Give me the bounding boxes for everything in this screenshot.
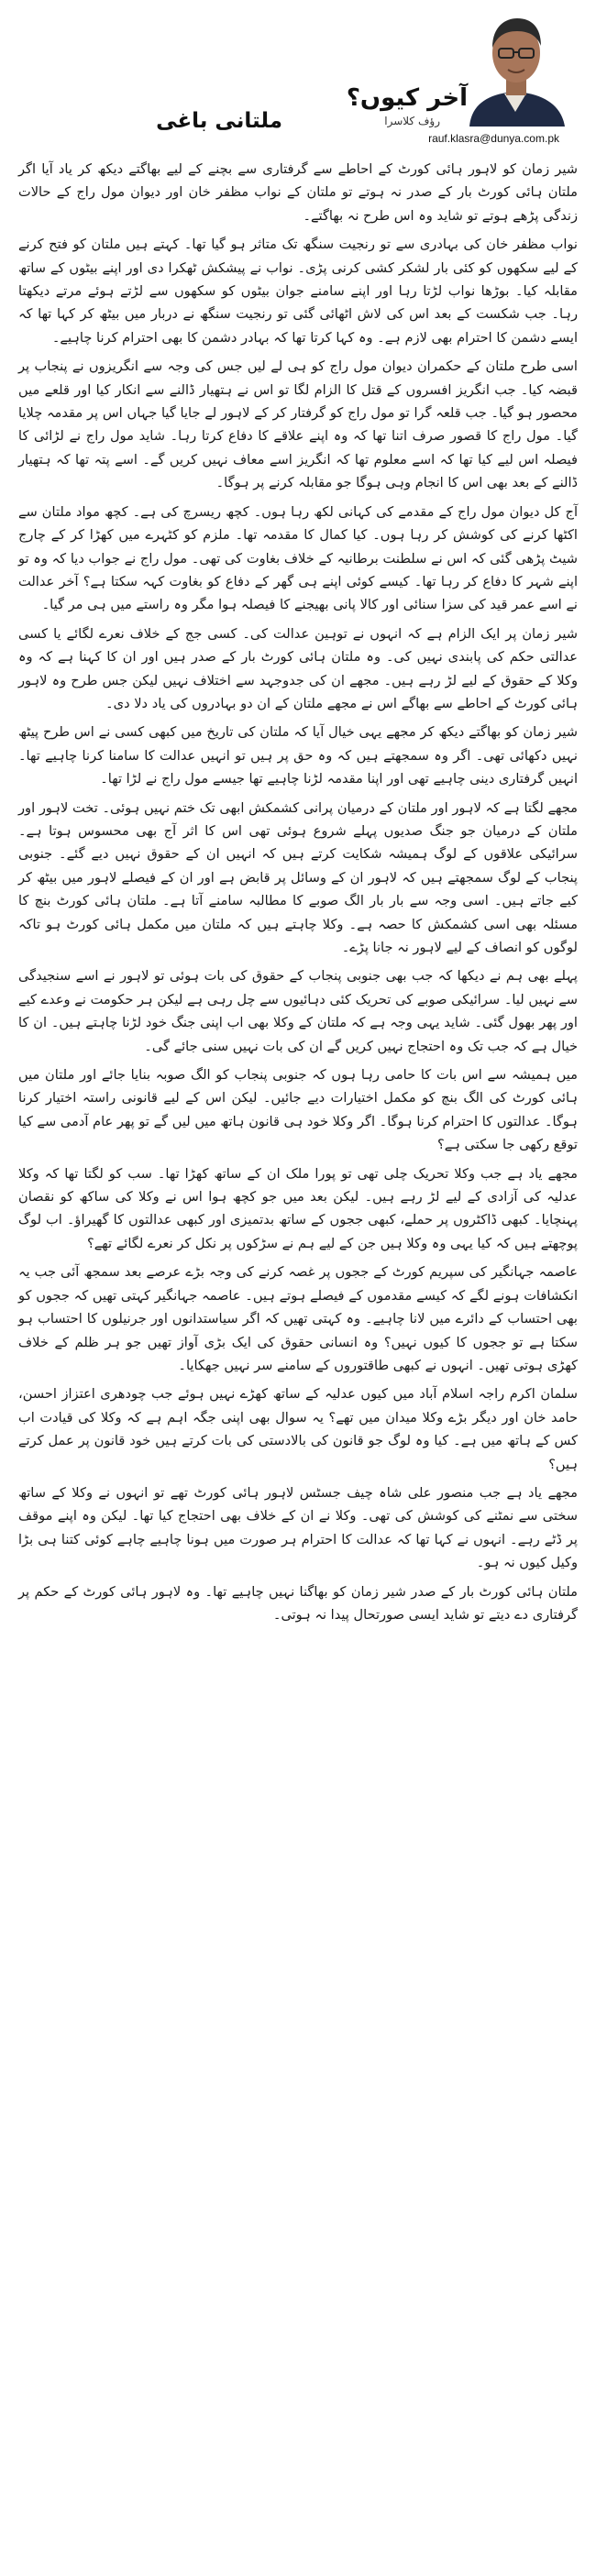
article-paragraph: شیر زمان کو لاہور ہائی کورٹ کے احاطے سے گرفتاری سے بچنے کے لیے بھاگتے دیکھ کر یاد آیا اگر ملتان ہائی کورٹ بار کے صدر نہ ہوتے تو ملتان کے نواب مظفر خان اور دیوان مول راج کے حالات زندگی پڑھے ہوتے تو شاید وہ اس طرح نہ بھاگتے۔ [18,161,578,224]
article-paragraph: مجھے یاد ہے جب وکلا تحریک چلی تھی تو پورا ملک ان کے ساتھ کھڑا تھا۔ سب کو لگتا تھا کہ وکلا عدلیہ کی آزادی کے لیے لڑ رہے ہیں۔ لیکن بعد میں جو کچھ ہوا اس نے وکلا کی ساکھ کو نقصان پہنچایا۔ کبھی ڈاکٹروں پر حملے، کبھی ججوں کے ساتھ بدتمیزی اور کبھی عدالتوں کا گھیراؤ۔ اب لوگ پوچھتے ہیں کہ کیا یہی وہ وکلا ہیں جن کے لیے ہم نے سڑکوں پر نکل کر نعرے لگائے تھے؟ [18,1165,578,1251]
article-paragraph: اسی طرح ملتان کے حکمران دیوان مول راج کو ہی لے لیں جس کی وجہ سے انگریزوں نے پنجاب پر قبضہ کیا۔ جب انگریز افسروں کے قتل کا الزام لگا تو اس نے ہتھیار ڈالنے سے انکار کیا اور قلعے میں محصور ہو گیا۔ جب قلعہ گرا تو مول راج کو گرفتار کر کے لاہور لے جایا گیا جہاں اس پر مقدمہ چلایا گیا۔ مول راج کا قصور صرف اتنا تھا کہ وہ اپنے علاقے کا دفاع کرتا رہا۔ شاید مول راج نے لڑائی کا فیصلہ اس لیے کیا تھا کہ اسے معلوم تھا کہ انگریز اسے معاف نہیں کریں گے۔ اسے پتہ تھا کہ ہتھیار ڈالنے کے بعد بھی اس کا انجام وہی ہوگا جو مقابلہ کرنے پر ہوگا۔ [18,358,578,491]
article-paragraph: ملتان ہائی کورٹ بار کے صدر شیر زمان کو بھاگنا نہیں چاہیے تھا۔ وہ لاہور ہائی کورٹ کے حکم پر گرفتاری دے دیتے تو شاید ایسی صورتحال پیدا نہ ہوتی۔ [18,1583,578,1623]
article-paragraph: شیر زمان کو بھاگتے دیکھ کر مجھے یہی خیال آیا کہ ملتان کی تاریخ میں کبھی کسی نے اس طرح پیٹھ نہیں دکھائی تھی۔ اگر وہ سمجھتے ہیں کہ وہ حق پر ہیں تو انہیں عدالت کا سامنا کرنا چاہیے تھا۔ انہیں گرفتاری دینی چاہیے تھی اور اپنا مقدمہ لڑنا چاہیے تھا جیسے مول راج نے لڑا تھا۔ [18,724,578,787]
article-paragraph: پہلے بھی ہم نے دیکھا کہ جب بھی جنوبی پنجاب کے حقوق کی بات ہوئی تو لاہور نے اسے سنجیدگی سے نہیں لیا۔ سرائیکی صوبے کی تحریک کئی دہائیوں سے چل رہی ہے لیکن ہر حکومت نے وعدے کیے اور پھر بھول گئی۔ شاید یہی وجہ ہے کہ ملتان کے وکلا بھی اب اپنی جنگ خود لڑنا چاہتے ہیں۔ ان کا خیال ہے کہ جب تک وہ احتجاج نہیں کریں گے ان کی بات نہیں سنی جائے گی۔ [18,968,578,1054]
article-headline: ملتانی باغی [156,109,282,133]
article-paragraph: مجھے لگتا ہے کہ لاہور اور ملتان کے درمیان پرانی کشمکش ابھی تک ختم نہیں ہوئی۔ تخت لاہور اور ملتان کے درمیان جو جنگ صدیوں پہلے شروع ہوئی تھی اس کا اثر آج بھی محسوس ہوتا ہے۔ سرائیکی علاقوں کے لوگ ہمیشہ شکایت کرتے ہیں کہ انہیں ان کے حقوق نہیں دیے گئے۔ جنوبی پنجاب کے لوگ سمجھتے ہیں کہ لاہور ان کے وسائل پر قابض ہے اور ان کے فیصلے لاہور میں بیٹھ کر کیے جاتے ہیں۔ اسی وجہ سے بار بار الگ صوبے کا مطالبہ سامنے آتا ہے۔ ملتان ہائی کورٹ بنچ کا مسئلہ بھی اسی کشمکش کا حصہ ہے۔ وکلا چاہتے ہیں کہ ملتان میں مکمل ہائی کورٹ ہو تاکہ لوگوں کو انصاف کے لیے لاہور نہ جانا پڑے۔ [18,799,578,955]
columnist-photo [462,6,570,127]
article-paragraph: سلمان اکرم راجہ اسلام آباد میں کیوں عدلیہ کے ساتھ کھڑے نہیں ہوئے جب چودھری اعتزاز احسن، حامد خان اور دیگر بڑے وکلا میدان میں تھے؟ یہ سوال بھی اپنی جگہ اہم ہے کہ وکلا کی قیادت اب کس کے ہاتھ میں ہے۔ کیا وہ لوگ جو قانون کی بالادستی کی بات کرتے ہیں خود قانون پر عمل کرتے ہیں؟ [18,1386,578,1472]
columnist-portrait-icon [462,6,570,127]
article-paragraph: عاصمہ جہانگیر کی سپریم کورٹ کے ججوں پر غصہ کرنے کی وجہ بڑے عرصے بعد سمجھ آئی جب یہ انکشافات ہونے لگے کہ کیسے مقدموں کے فیصلے ہوتے ہیں۔ عاصمہ جہانگیر کہتی تھیں کہ ججوں کو بھی احتساب کے دائرے میں لانا چاہیے۔ وہ کہتی تھیں کہ اگر سیاستدانوں اور جرنیلوں کا احتساب ہو سکتا ہے تو ججوں کا کیوں نہیں؟ وہ انسانی حقوق کی ایک بڑی آواز تھیں جو ہر ظلم کے خلاف کھڑی ہوتی تھیں۔ انہوں نے کبھی طاقتوروں کے سامنے سر نہیں جھکایا۔ [18,1264,578,1373]
columnist-email[interactable]: rauf.klasra@dunya.com.pk [428,132,559,145]
column-brand [312,84,468,139]
article-paragraph: میں ہمیشہ سے اس بات کا حامی رہا ہوں کہ جنوبی پنجاب کو الگ صوبہ بنایا جائے اور ملتان میں ہائی کورٹ کی الگ بنچ کو مکمل اختیارات دیے جائیں۔ لیکن اس کے لیے قانونی راستہ اختیار کرنا ہوگا۔ عدالتوں کا احترام کرنا ہوگا۔ اگر وکلا خود ہی قانون ہاتھ میں لیں گے تو پھر عام آدمی سے کیا توقع رکھی جا سکتی ہے؟ [18,1067,578,1153]
article-paragraph: شیر زمان پر ایک الزام ہے کہ انہوں نے توہین عدالت کی۔ کسی جج کے خلاف نعرے لگائے یا کسی عدالتی حکم کی پابندی نہیں کی۔ وہ ملتان ہائی کورٹ بار کے صدر ہیں اور ان کا کہنا ہے کہ وہ وکلا کے حقوق کے لیے لڑ رہے ہیں۔ مجھے ان کی جدوجہد سے اختلاف نہیں لیکن جس طرح وہ لاہور ہائی کورٹ کے احاطے سے بھاگے اس نے مجھے ملتان کے ان دو بہادروں کی یاد دلا دی۔ [18,625,578,711]
article-body [18,158,578,1632]
column-title: آخر کیوں؟ [346,84,468,112]
article-paragraph: نواب مظفر خان کی بہادری سے تو رنجیت سنگھ تک متاثر ہو گیا تھا۔ کہتے ہیں ملتان کو فتح کرنے کے لیے سکھوں کو کئی بار لشکر کشی کرنی پڑی۔ نواب نے پیشکش ٹھکرا دی اور اپنے بیٹوں کے ساتھ مقابلہ کیا۔ بوڑھا نواب لڑتا رہا اور اپنے سامنے جوان بیٹوں کو سکھوں سے لڑتے ہوئے مرتے دیکھتا رہا۔ جب شکست کے بعد اس کی لاش اٹھائی گئی تو رنجیت سنگھ نے دربار میں بیٹھ کر کہا تھا کہ ایسے دشمن کا احترام بھی لازم ہے۔ وہ کہا کرتا تھا کہ بہادر دشمن کا بھی احترام کرنا چاہیے۔ [18,237,578,346]
columnist-name: رؤف کلاسرا [384,115,440,127]
article-paragraph: مجھے یاد ہے جب منصور علی شاہ چیف جسٹس لاہور ہائی کورٹ تھے تو انہوں نے وکلا کے ساتھ سختی سے نمٹنے کی کوشش کی تھی۔ وکلا نے ان کے خلاف بھی احتجاج کیا تھا۔ لیکن وہ اپنے موقف پر ڈٹے رہے۔ انہوں نے کہا تھا کہ عدالت کا احترام ہر صورت میں ہونا چاہیے چاہے کوئی کتنا ہی بڑا وکیل کیوں نہ ہو۔ [18,1484,578,1571]
article-paragraph: آج کل دیوان مول راج کے مقدمے کی کہانی لکھ رہا ہوں۔ کچھ ریسرچ کی ہے۔ کچھ مواد ملتان سے اکٹھا کرنے کی کوشش کر رہا ہوں۔ کیا کمال کا مقدمہ تھا۔ ملزم کو کٹہرے میں کھڑا کر کے چارج شیٹ پڑھی گئی کہ اس نے سلطنت برطانیہ کے خلاف بغاوت کی تھی۔ مول راج نے جواب دیا کہ وہ تو اپنے شہر کا دفاع کر رہا تھا۔ کیسے کوئی اپنے ہی گھر کے دفاع کو بغاوت کہہ سکتا ہے؟ آخر عدالت نے اسے عمر قید کی سزا سنائی اور کالا پانی بھیجنے کا فیصلہ ہوا مگر وہ راستے میں ہی مر گیا۔ [18,503,578,613]
column-header [20,0,576,145]
